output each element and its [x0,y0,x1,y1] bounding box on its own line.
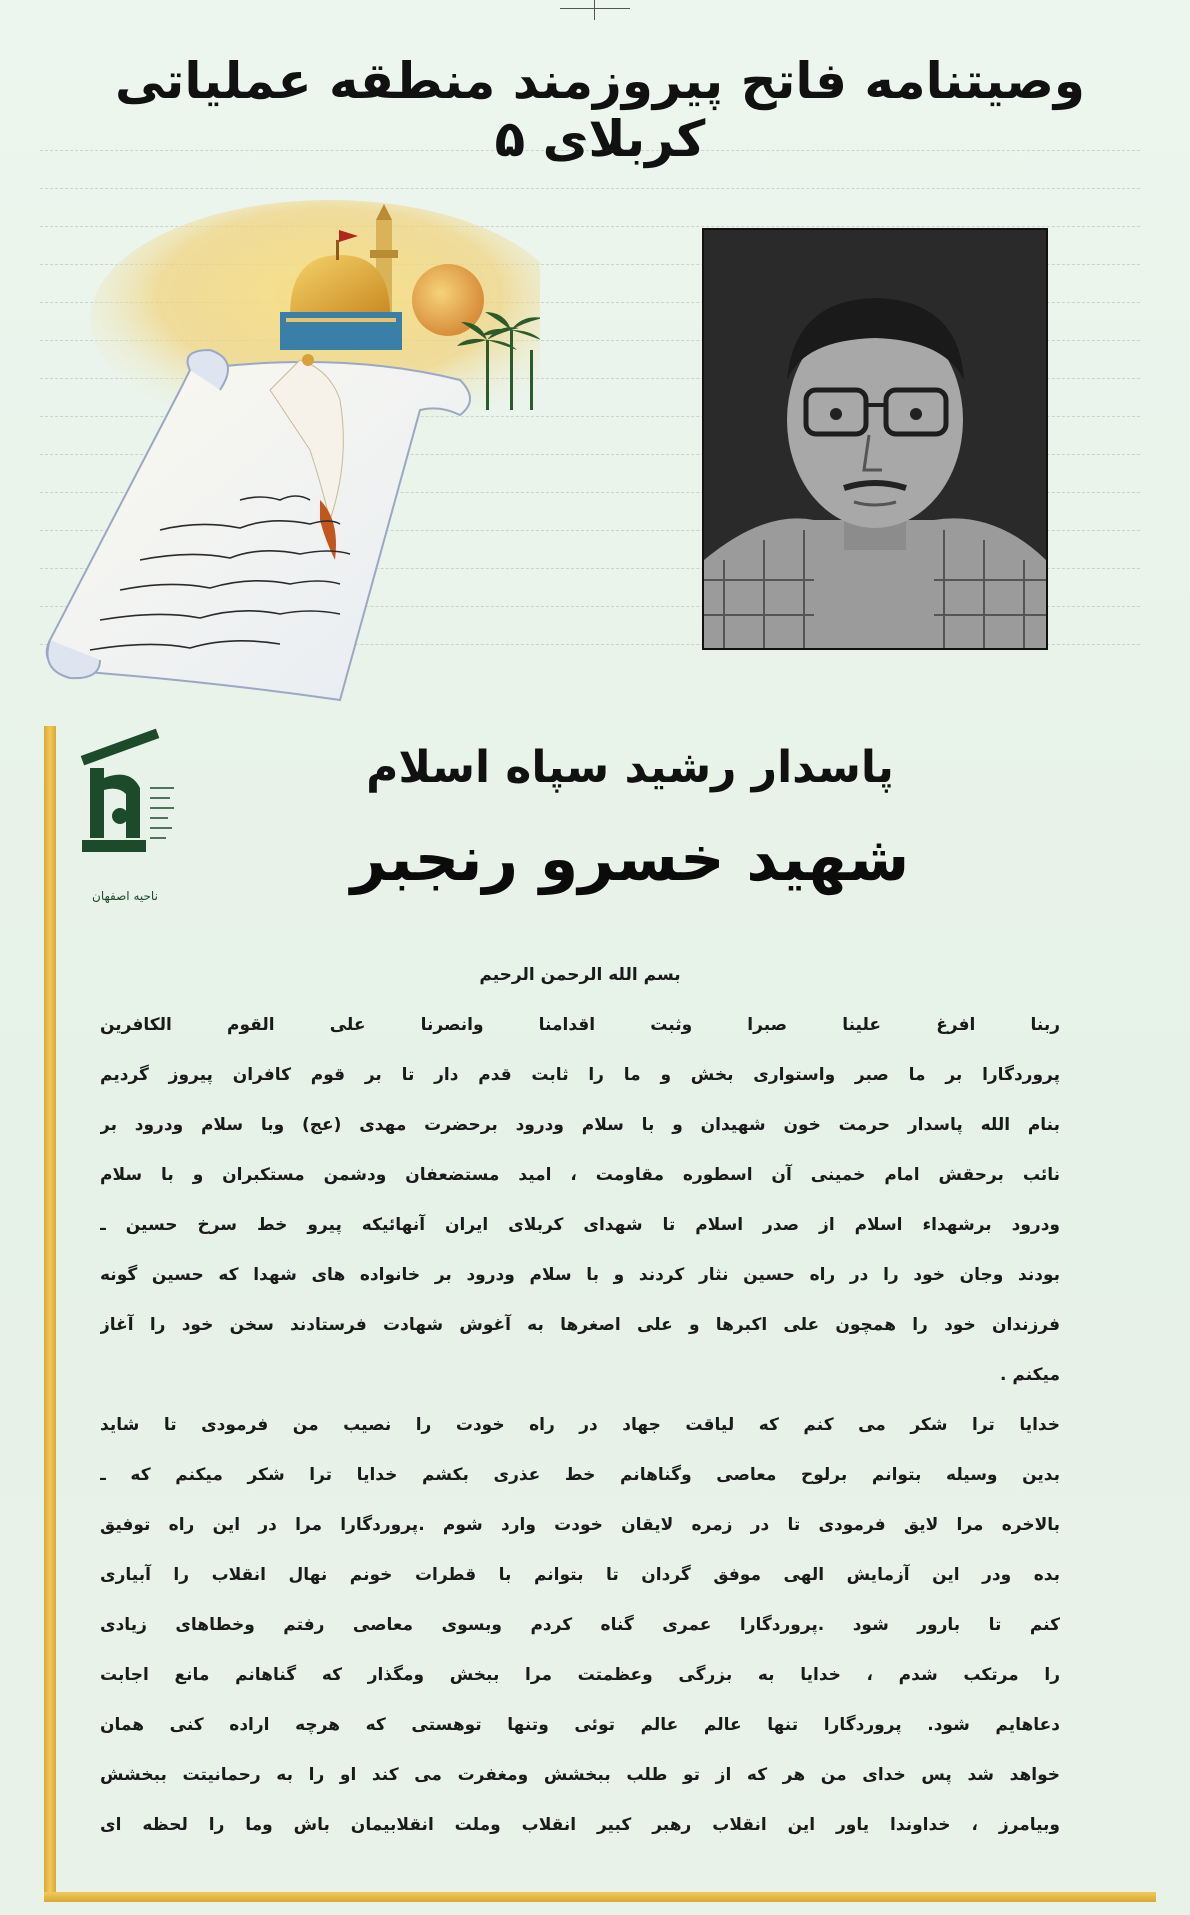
text-line: خواهد شد پس خدای من هر که از تو طلب ببخشش ومغفرت می کند او را به رحمانیتت ببخشش [100,1765,1060,1785]
text-line: بالاخره مرا لایق فرمودی تا در زمره لایقان خودت وارد شوم .پروردگارا مرا در این راه توفیق [100,1515,1060,1535]
subtitle: پاسدار رشید سپاه اسلام [366,742,894,793]
gold-frame-left [44,726,56,1902]
text-line: خدایا ترا شکر می کنم که لیاقت جهاد در راه خودت را نصیب من فرمودی تا شاید [100,1415,1060,1435]
martyr-name: شهید خسرو رنجبر [350,822,910,895]
crop-mark [594,0,595,20]
text-line: کنم تا بارور شود .پروردگارا عمری گناه کردم وبسوی معاصی رفتم وخطاهای زیادی [100,1615,1060,1635]
text-line: ربنا افرغ علینا صبرا وثبت اقدامنا وانصرنا علی القوم الکافرین [100,1015,1060,1035]
text-line: ودرود برشهداء اسلام از صدر اسلام تا شهدای کربلای ایران آنهائیکه پیرو خط سرخ حسین ـ [100,1215,1060,1235]
irgc-emblem [70,728,180,908]
emblem-caption: ناحیه اصفهان [92,889,158,903]
text-line: بده ودر این آزمایش الهی موفق گردان تا بتوانم با قطرات خونم نهال انقلاب را آبیاری [100,1565,1060,1585]
text-line: فرزندان خود را همچون علی اکبرها و علی اصغرها به آغوش شهادت فرستادند سخن خود را آغاز [100,1315,1060,1335]
gold-frame-bottom [44,1892,1156,1902]
text-line: پروردگارا بر ما صبر واستواری بخش و ما را ثابت قدم دار تا بر قوم کافران پیروز گردیم [100,1065,1060,1085]
portrait-photo [702,228,1048,650]
text-line: را مرتکب شدم ، خدایا به بزرگی وعظمتت مرا ببخش ومگذار که گناهانم مانع اجابت [100,1665,1060,1685]
testament-text [100,950,1060,1850]
text-line: وبیامرز ، خداوندا یاور این انقلاب رهبر کبیر انقلاب وملت انقلابیمان باش وما را لحظه ای [100,1815,1060,1835]
text-line: دعاهایم شود. پروردگارا تنها عالم عالم توئی وتنها توهستی که هرچه اراده کنی همان [100,1715,1060,1735]
text-line: میکنم . [1000,1365,1060,1385]
text-line: بسم الله الرحمن الرحیم [479,965,681,985]
text-line: بدین وسیله بتوانم برلوح معاصی وگناهانم خط عذری بکشم خدایا ترا شکر میکنم که ـ [100,1465,1060,1485]
text-line: بنام الله پاسدار حرمت خون شهیدان و با سلام ودرود برحضرت مهدی (عج) وبا سلام ودرود بر [100,1115,1060,1135]
text-line: بودند وجان خود را در راه حسین نثار کردند و با سلام ودرود بر خانواده های شهدا که حسین گونه [100,1265,1060,1285]
document-title: وصیتنامه فاتح پیروزمند منطقه عملیاتی کربلای ۵ [114,52,1086,168]
crop-mark [560,8,630,9]
text-line: نائب برحقش امام خمینی آن اسطوره مقاومت ، امید مستضعفان ودشمن مستکبران و با سلام [100,1165,1060,1185]
shrine-scroll-illustration [40,200,540,710]
